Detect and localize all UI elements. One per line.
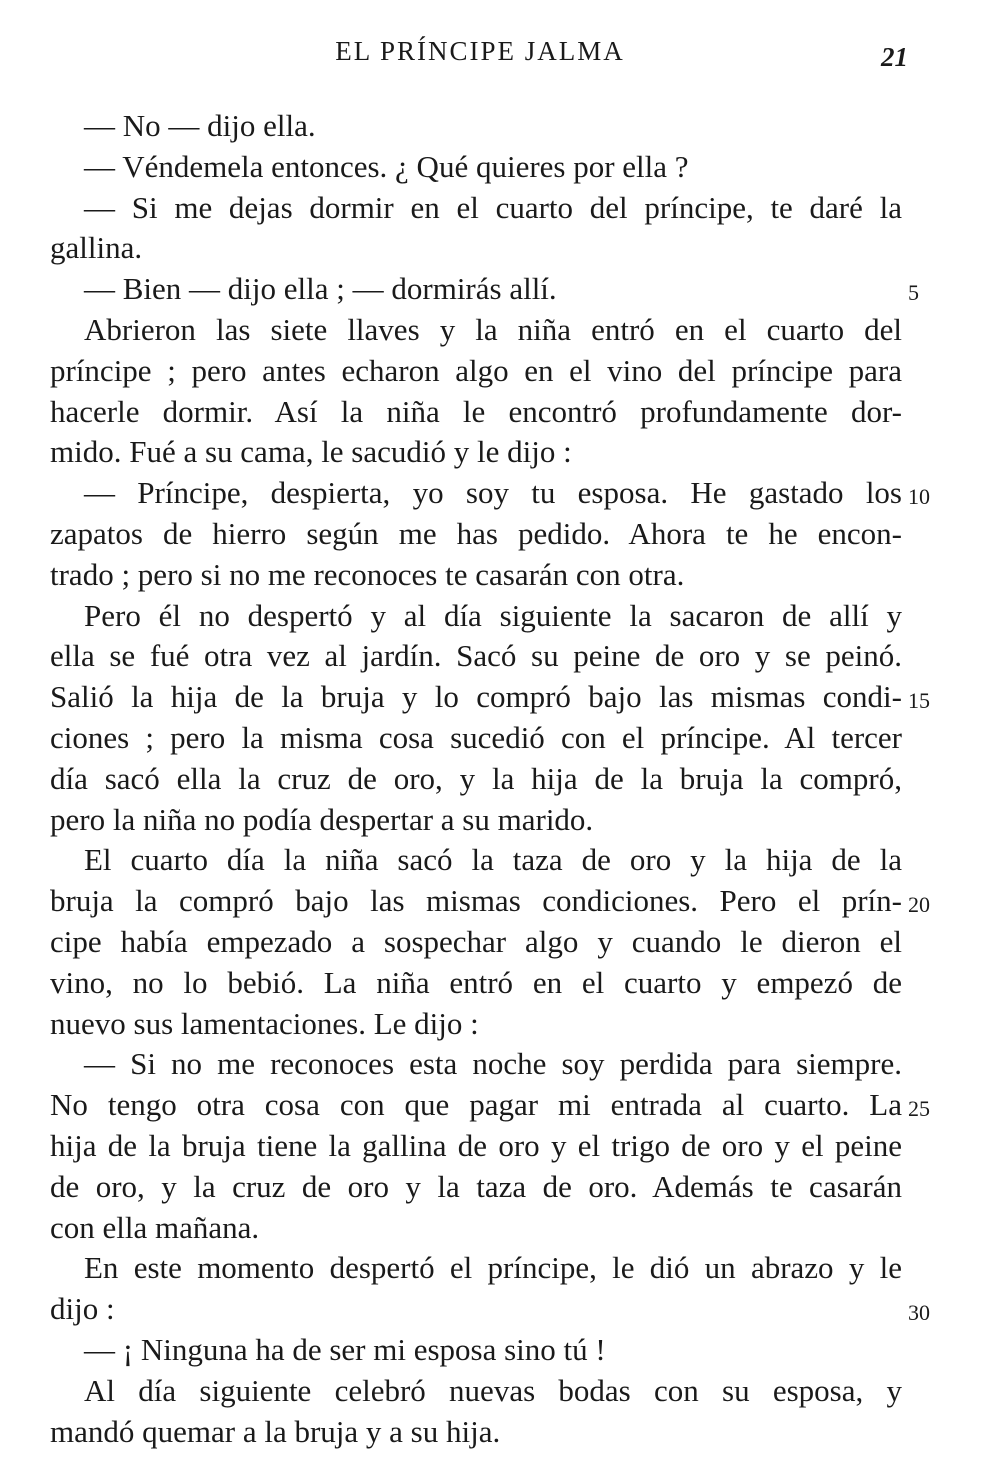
margin-line-number: 5 <box>908 280 919 306</box>
text-line: — Príncipe, despierta, yo soy tu esposa. He gastado los <box>84 475 902 511</box>
text-line: mido. Fué a su cama, le sacudió y le dijo : <box>50 434 572 470</box>
text-line: dijo : <box>50 1291 115 1327</box>
text-line: ella se fué otra vez al jardín. Sacó su peine de oro y se peinó. <box>50 638 902 674</box>
margin-line-number: 15 <box>908 688 930 714</box>
text-line: bruja la compró bajo las mismas condiciones. Pero el prín- <box>50 883 902 919</box>
text-line: mandó quemar a la bruja y a su hija. <box>50 1413 501 1449</box>
running-title: EL PRÍNCIPE JALMA <box>335 36 625 66</box>
text-line: pero la niña no podía despertar a su marido. <box>50 801 594 837</box>
running-head <box>0 36 1000 76</box>
text-line: — Bien — dijo ella ; — dormirás allí. <box>84 271 557 307</box>
text-line: No tengo otra cosa con que pagar mi entrada al cuarto. La <box>50 1087 902 1123</box>
text-line: hija de la bruja tiene la gallina de oro y el trigo de oro y el peine <box>50 1127 902 1163</box>
text-line: gallina. <box>50 230 143 266</box>
margin-line-number: 25 <box>908 1096 930 1122</box>
text-line: nuevo sus lamentaciones. Le dijo : <box>50 1005 479 1041</box>
margin-line-number: 30 <box>908 1300 930 1326</box>
text-line: de oro, y la cruz de oro y la taza de oro. Además te casarán <box>50 1168 902 1204</box>
text-line: Salió la hija de la bruja y lo compró bajo las mismas condi- <box>50 679 902 715</box>
text-line: Abrieron las siete llaves y la niña entró en el cuarto del <box>84 311 902 347</box>
text-line: hacerle dormir. Así la niña le encontró profundamente dor- <box>50 393 902 429</box>
text-line: príncipe ; pero antes echaron algo en el vino del príncipe para <box>50 352 902 388</box>
text-line: día sacó ella la cruz de oro, y la hija de la bruja la compró, <box>50 760 902 796</box>
text-line: — No — dijo ella. <box>84 108 316 143</box>
text-line: con ella mañana. <box>50 1209 260 1245</box>
text-line: El cuarto día la niña sacó la taza de oro y la hija de la <box>84 842 902 878</box>
text-line: En este momento despertó el príncipe, le dió un abrazo y le <box>84 1250 902 1286</box>
margin-line-number: 20 <box>908 892 930 918</box>
text-line: — Si me dejas dormir en el cuarto del príncipe, te daré la <box>84 189 902 225</box>
text-line: Pero él no despertó y al día siguiente la sacaron de allí y <box>84 597 902 633</box>
page-number: 21 <box>881 42 908 72</box>
text-line: trado ; pero si no me reconoces te casarán con otra. <box>50 556 685 592</box>
margin-line-number: 10 <box>908 484 930 510</box>
text-line: — ¡ Ninguna ha de ser mi esposa sino tú ! <box>84 1331 606 1367</box>
text-line: vino, no lo bebió. La niña entró en el cuarto y empezó de <box>50 964 902 1000</box>
text-line: ciones ; pero la misma cosa sucedió con el príncipe. Al tercer <box>50 719 902 755</box>
text-line: — Véndemela entonces. ¿ Qué quieres por ella ? <box>84 148 689 184</box>
text-line: cipe había empezado a sospechar algo y cuando le dieron el <box>50 923 902 959</box>
text-line: Al día siguiente celebró nuevas bodas con su esposa, y <box>84 1372 902 1408</box>
body-text <box>50 106 902 1452</box>
text-line: zapatos de hierro según me has pedido. Ahora te he encon- <box>50 515 902 551</box>
text-line: — Si no me reconoces esta noche soy perdida para siempre. <box>84 1046 902 1082</box>
